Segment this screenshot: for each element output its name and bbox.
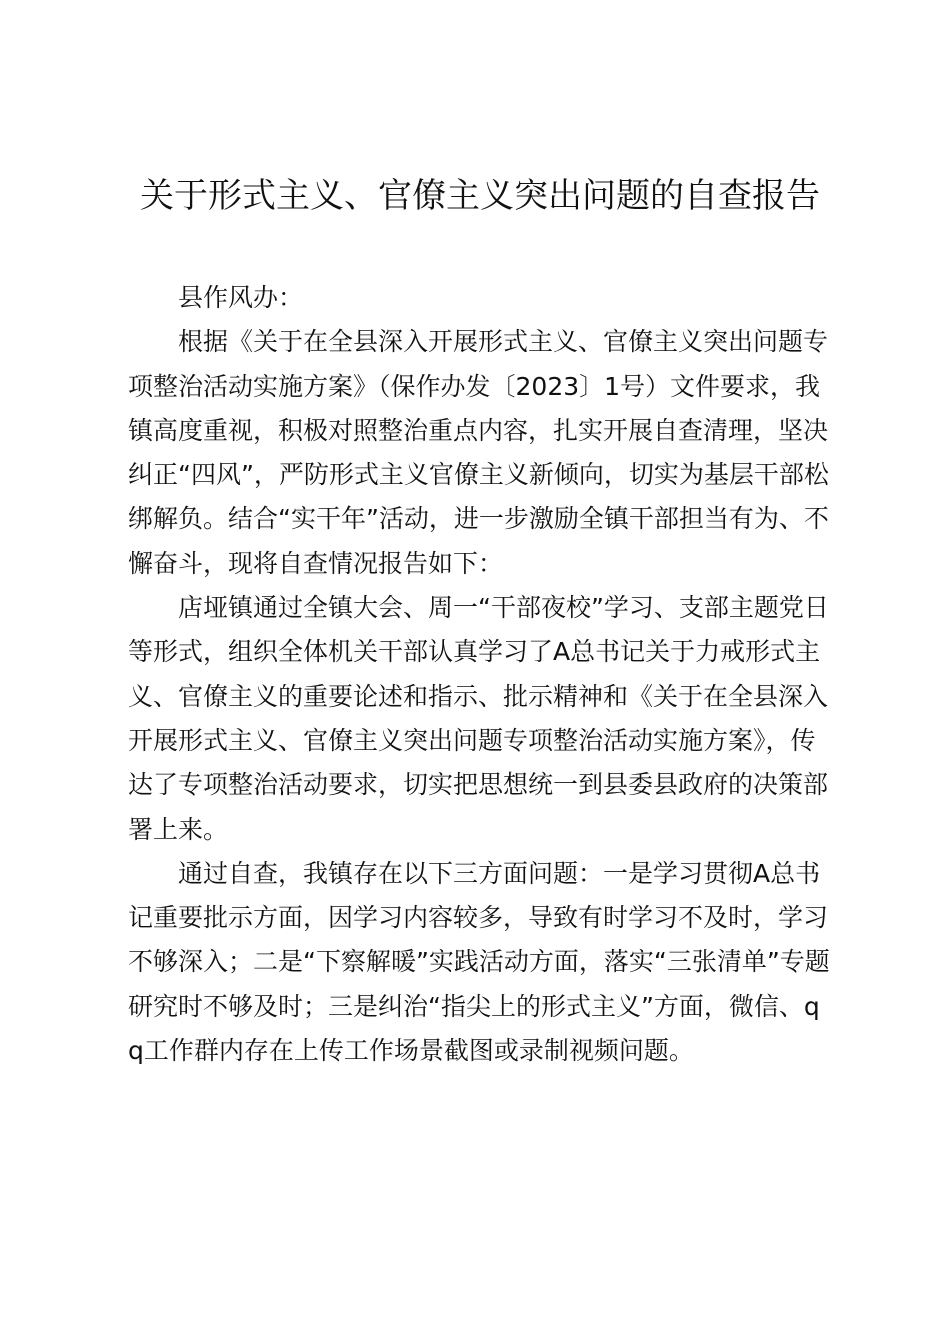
paragraph-basis: 根据《关于在全县深入开展形式主义、官僚主义突出问题专项整治活动实施方案》（保作办发〔2023〕1号）文件要求，我镇高度重视，积极对照整治重点内容，扎实开展自查清理，坚决纠正“四风”，严防形式主义官僚主义新倾向，切实为基层干部松绑解负。结合“实干年”活动，进一步激励全镇干部担当有为、不懈奋斗，现将自查情况报告如下： — [128, 327, 829, 578]
document-title: 关于形式主义、官僚主义突出问题的自查报告 — [140, 176, 820, 216]
paragraph-problems: 通过自查，我镇存在以下三方面问题：一是学习贯彻A总书记重要批示方面，因学习内容较多，导致有时学习不及时，学习不够深入；二是“下察解暖”实践活动方面，落实“三张清单”专题研究时不够及时；三是纠治“指尖上的形式主义”方面，微信、qq工作群内存在上传工作场景截图或录制视频问题。 — [128, 858, 830, 1066]
salutation: 县作风办： — [178, 283, 304, 312]
document-body — [128, 276, 832, 1073]
paragraph-study: 店垭镇通过全镇大会、周一“干部夜校”学习、支部主题党日等形式，组织全体机关干部认真学习了A总书记关于力戒形式主义、官僚主义的重要论述和指示、批示精神和《关于在全县深入开展形式主义、官僚主义突出问题专项整治活动实施方案》，传达了专项整治活动要求，切实把思想统一到县委县政府的决策部署上来。 — [128, 593, 829, 844]
